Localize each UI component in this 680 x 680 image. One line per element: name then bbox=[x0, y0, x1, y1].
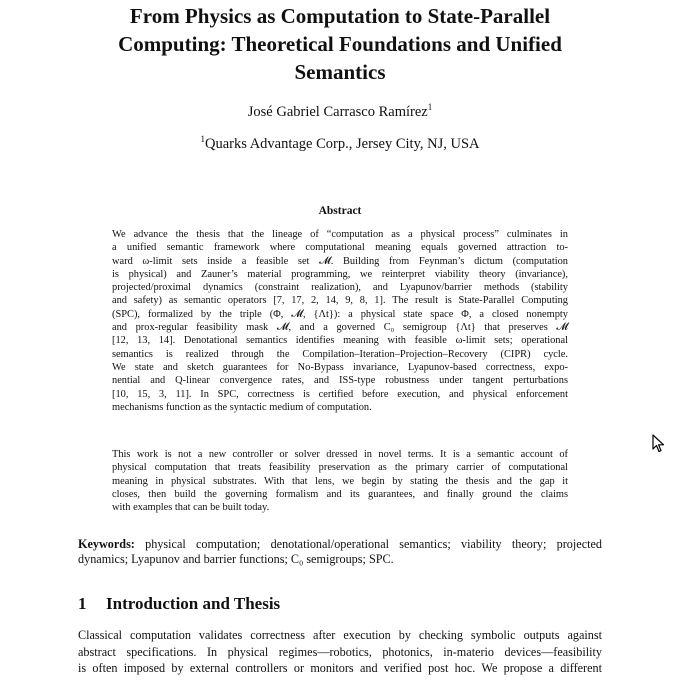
title-line: Computing: Theoretical Foundations and Unified bbox=[118, 32, 562, 56]
keywords bbox=[78, 537, 602, 567]
abstract-line: mechanisms function as the syntactic medium of computation. bbox=[112, 401, 372, 413]
author-text: José Gabriel Carrasco Ramírez bbox=[247, 104, 428, 120]
abstract-line: is physical) and Zauner’s material programming, we reinterpret viability theory (invariance), bbox=[112, 268, 568, 280]
abstract-line: a unified semantic framework where computational meaning equals governed attraction to- bbox=[112, 242, 568, 254]
section-title: Introduction and Thesis bbox=[106, 594, 281, 613]
abstract-line: and prox-regular feasibility mask 𝓜, and a governed C₀ semigroup {Λt} that preserves 𝓜 bbox=[112, 322, 568, 334]
intro-line: abstract specifications. In physical regimes—robotics, photonics, in-materio devices—feasibility bbox=[78, 644, 602, 659]
title-line: Semantics bbox=[294, 60, 386, 84]
abstract-line: closes, then build the governing formalism and its guarantees, and finally ground the claims bbox=[112, 488, 568, 500]
abstract-line: ward ω-limit sets inside a feasible set 𝓜. Building from Feynman’s dictum (computation bbox=[112, 255, 568, 267]
abstract-heading: Abstract bbox=[318, 205, 362, 217]
affiliation-text: Quarks Advantage Corp., Jersey City, NJ, USA bbox=[204, 136, 480, 152]
abstract-line: We advance the thesis that the lineage of “computation as a physical process” culminates in bbox=[112, 229, 568, 240]
paper-title bbox=[60, 2, 620, 86]
abstract-line: This work is not a new controller or solver dressed in novel terms. It is a semantic account of bbox=[112, 449, 568, 460]
author-name bbox=[0, 104, 680, 121]
keywords-line-1 bbox=[78, 537, 602, 552]
affiliation-sup: 1 bbox=[200, 134, 205, 144]
abstract-line: [12, 13, 14]. Denotational semantics identifies meaning with feasible ω-limit sets; operational bbox=[112, 335, 568, 347]
author-sup: 1 bbox=[427, 102, 433, 112]
intro-line: is often imposed by external controllers or monitors and verified post hoc. We propose a different bbox=[78, 661, 602, 675]
abstract-line: and safety) as semantic operators [7, 17, 2, 14, 9, 8, 1]. The result is State-Parallel Computing bbox=[112, 295, 568, 307]
abstract-line: meaning in physical substrates. With that lens, we begin by stating the thesis and the gap it bbox=[112, 475, 568, 487]
intro-paragraph bbox=[78, 627, 602, 677]
abstract-line: We state and sketch guarantees for No-Bypass invariance, Lyapunov-based correctness, expo- bbox=[112, 361, 568, 373]
keywords-label: Keywords: bbox=[78, 537, 135, 551]
abstract-line: (SPC), formalized by the triple (Φ, 𝓜, {Λt}): a physical state space Φ, a closed nonempty bbox=[112, 308, 568, 320]
abstract-paragraph-1 bbox=[112, 228, 568, 414]
mouse-pointer-icon bbox=[652, 434, 666, 454]
affiliation bbox=[0, 136, 680, 153]
title-line: From Physics as Computation to State-Parallel bbox=[129, 4, 551, 28]
section-heading bbox=[78, 594, 280, 614]
intro-line: Classical computation validates correctness after execution by checking symbolic outputs against bbox=[78, 628, 602, 642]
keywords-text-1: physical computation; denotational/operational semantics; viability theory; projected bbox=[134, 537, 602, 551]
section-number: 1 bbox=[78, 594, 87, 613]
abstract-line: nential and Q-linear convergence rates, and ISS-type robustness under tangent perturbations bbox=[112, 375, 568, 387]
abstract-line: physical computation that treats feasibility preservation as the primary carrier of computational bbox=[112, 462, 568, 474]
abstract-line: semantics is realized through the Compilation–Iteration–Projection–Recovery (CIPR) cycle. bbox=[112, 348, 568, 360]
abstract-line: projected/proximal dynamics (constraint realization), and Lyapunov/barrier methods (stability bbox=[112, 282, 568, 294]
keywords-line-2: dynamics; Lyapunov and barrier functions; C₀ semigroups; SPC. bbox=[78, 552, 394, 566]
abstract-paragraph-2 bbox=[112, 448, 568, 514]
abstract-line: [10, 15, 3, 11]. In SPC, correctness is certified before execution, and physical enforcement bbox=[112, 388, 568, 400]
abstract-line: with examples that can be built today. bbox=[112, 502, 270, 514]
